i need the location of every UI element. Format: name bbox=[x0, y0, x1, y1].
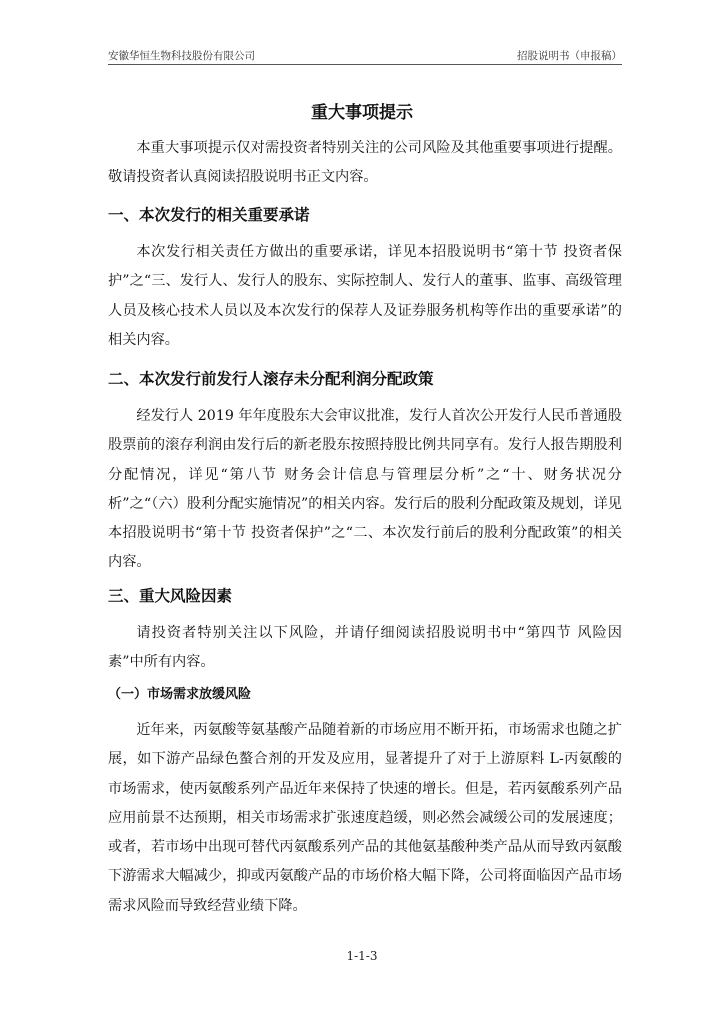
section-1-heading: 一、本次发行的相关重要承诺 bbox=[108, 206, 310, 224]
page-header bbox=[108, 48, 622, 65]
subsection-heading: （一）市场需求放缓风险 bbox=[108, 687, 252, 702]
section-2-heading: 二、本次发行前发行人滚存未分配利润分配政策 bbox=[108, 370, 434, 388]
page-number: 1-1-3 bbox=[346, 949, 378, 963]
section-3-heading: 三、重大风险因素 bbox=[108, 587, 233, 605]
page-title: 重大事项提示 bbox=[311, 103, 413, 123]
header-doc-type: 招股说明书（申报稿） bbox=[517, 50, 622, 62]
section-1-body: 本次发行相关责任方做出的重要承诺，详见本招股说明书“第十节 投资者保护”之“三、发行人、发行人的股东、实际控制人、发行人的董事、监事、高级管理人员及核心技术人员以及本次发行的保荐人及证券服务机构等作出的重要承诺”的相关内容。 bbox=[108, 244, 622, 348]
header-company: 安徽华恒生物科技股份有限公司 bbox=[108, 50, 255, 62]
intro-paragraph: 本重大事项提示仅对需投资者特别关注的公司风险及其他重要事项进行提醒。敬请投资者认真阅读招股说明书正文内容。 bbox=[108, 140, 622, 186]
section-2-body: 经发行人 2019 年年度股东大会审议批准，发行人首次公开发行人民币普通股股票前的滚存利润由发行后的新老股东按照持股比例共同享有。发行人报告期股利分配情况，详见“第八节 财务会计信息与管理层分析”之“十、财务状况分析”之“（六）股利分配实施情况”的相关内容。发行后的股利分配政策及规划，详见本招股说明书“第十节 投资者保护”之“二、本次发行前后的股利分配政策”的相关内容。 bbox=[108, 408, 622, 571]
section-3-body: 请投资者特别关注以下风险，并请仔细阅读招股说明书中“第四节 风险因素”中所有内容。 bbox=[108, 625, 622, 671]
subsection-body: 近年来，丙氨酸等氨基酸产品随着新的市场应用不断开拓，市场需求也随之扩展，如下游产品绿色螯合剂的开发及应用，显著提升了对于上游原料 L-丙氨酸的市场需求，使丙氨酸系列产品近年来保持了快速的增长。但是，若丙氨酸系列产品应用前景不达预期，相关市场需求扩张速度趋缓，则必然会减缓公司的发展速度；或者，若市场中出现可替代丙氨酸系列产品的其他氨基酸种类产品从而导致丙氨酸下游需求大幅减少，抑或丙氨酸产品的市场价格大幅下降，公司将面临因产品市场需求风险而导致经营业绩下降。 bbox=[108, 722, 622, 914]
